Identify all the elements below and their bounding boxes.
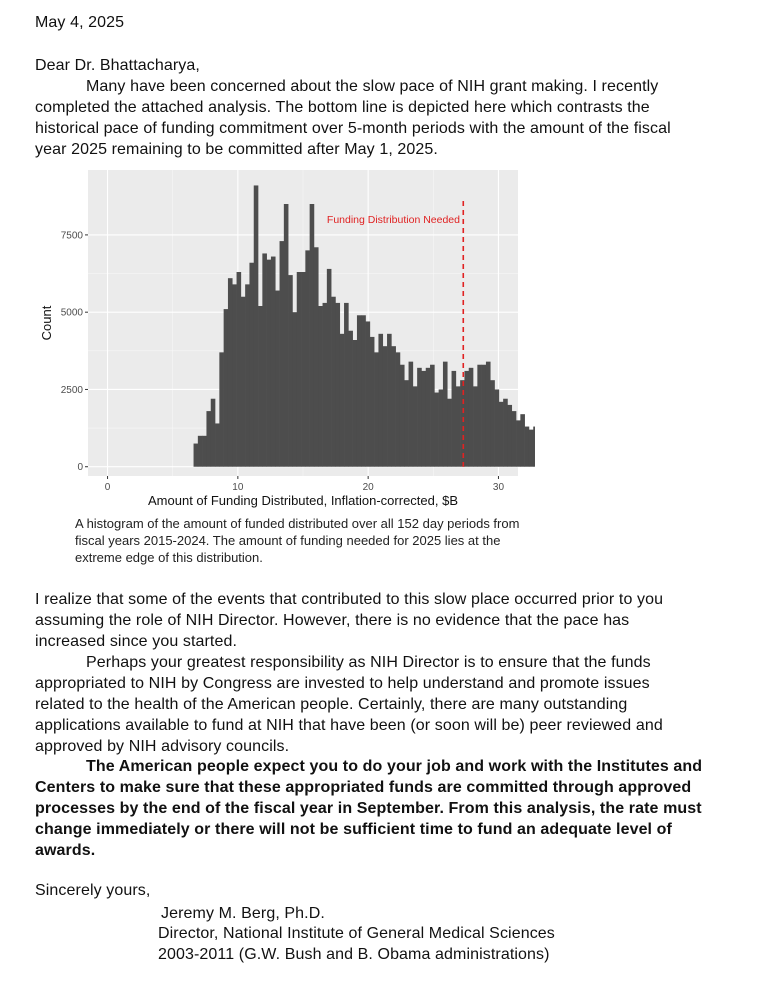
histogram-bar: [323, 303, 328, 467]
histogram-bar: [194, 444, 199, 467]
histogram-bar: [280, 241, 285, 467]
para2-line: increased since you started.: [35, 633, 238, 650]
x-tick-label: 20: [362, 482, 374, 493]
histogram-bar: [275, 291, 280, 467]
histogram-bar: [507, 405, 512, 467]
histogram-bar: [396, 352, 401, 466]
para4-line: awards.: [35, 842, 96, 859]
figure-caption-line: fiscal years 2015-2024. The amount of funding needed for 2025 lies at the: [75, 533, 501, 548]
histogram-bar: [310, 204, 315, 467]
histogram-bar: [469, 368, 474, 467]
histogram-bar: [520, 414, 525, 467]
histogram-bar: [211, 399, 216, 467]
x-tick-label: 10: [232, 482, 244, 493]
histogram-bar: [456, 386, 461, 466]
histogram-bar: [417, 368, 422, 467]
histogram-bar: [400, 365, 405, 467]
histogram-bar: [486, 362, 491, 467]
histogram-bar: [237, 272, 242, 467]
histogram-bar: [301, 272, 306, 467]
letter-date: May 4, 2025: [35, 14, 125, 31]
histogram-bar: [267, 260, 272, 467]
histogram-bar: [254, 185, 259, 466]
histogram-bar: [452, 371, 457, 467]
histogram-bar: [357, 315, 362, 466]
histogram-bar: [224, 309, 229, 467]
para3-line: Perhaps your greatest responsibility as NIH Director is to ensure that the funds: [86, 654, 651, 671]
x-axis-ticks: [105, 476, 505, 493]
histogram-bar: [288, 275, 293, 467]
para4-line: The American people expect you to do your job and work with the Institutes and: [86, 758, 703, 775]
signature-tenure: 2003-2011 (G.W. Bush and B. Obama administrations): [158, 946, 550, 963]
histogram-bar: [383, 346, 388, 467]
histogram-bar: [391, 346, 396, 467]
histogram-bar: [340, 334, 345, 467]
signature-name: Jeremy M. Berg, Ph.D.: [161, 905, 325, 922]
para1-line: Many have been concerned about the slow pace of NIH grant making. I recently: [86, 78, 659, 95]
histogram-bar: [271, 257, 276, 467]
histogram-bar: [374, 352, 379, 466]
histogram-bar: [434, 393, 439, 467]
x-tick-label: 0: [104, 482, 111, 493]
para4-line: change immediately or there will not be sufficient time to fund an adequate level of: [35, 821, 672, 838]
y-tick-label: 5000: [60, 307, 83, 319]
histogram-bar: [366, 321, 371, 466]
histogram-bar: [533, 427, 535, 467]
para2-line: I realize that some of the events that contributed to this slow place occurred prior to you: [35, 591, 664, 608]
funding-needed-label: Funding Distribution Needed: [326, 214, 460, 226]
histogram-bar: [421, 371, 426, 467]
para1-line: year 2025 remaining to be committed after May 1, 2025.: [35, 141, 438, 158]
histogram-bar: [245, 284, 250, 466]
histogram-bar: [331, 297, 336, 467]
histogram-bar: [525, 427, 530, 467]
y-tick-label: 7500: [60, 230, 83, 242]
histogram-bar: [426, 368, 431, 467]
para3-line: approved by NIH advisory councils.: [35, 738, 290, 755]
histogram-bar: [198, 436, 203, 467]
y-tick-label: 2500: [60, 384, 83, 396]
y-tick-label: 0: [77, 462, 83, 474]
para4-line: processes by the end of the fiscal year in September. From this analysis, the rate must: [35, 800, 702, 817]
histogram-bar: [297, 272, 302, 467]
histogram-bar: [439, 389, 444, 466]
histogram-bar: [327, 269, 332, 467]
histogram-bar: [215, 423, 220, 466]
para3-line: related to the health of the American people. Certainly, there are many outstanding: [35, 696, 628, 713]
histogram-bar: [464, 371, 469, 467]
histogram-bar: [387, 334, 392, 467]
figure-caption-line: extreme edge of this distribution.: [75, 550, 263, 565]
histogram-bar: [361, 315, 366, 466]
histogram-bar: [443, 362, 448, 467]
histogram-bar: [228, 278, 233, 467]
histogram-bar: [482, 365, 487, 467]
histogram-bar: [495, 389, 500, 466]
histogram-bar: [404, 380, 409, 467]
histogram-bar: [262, 253, 267, 466]
y-axis-ticks: [61, 230, 88, 473]
histogram-bar: [249, 263, 254, 467]
histogram-bar: [258, 306, 263, 467]
salutation: Dear Dr. Bhattacharya,: [35, 57, 200, 74]
para3-line: appropriated to NIH by Congress are invested to help understand and promote issues: [35, 675, 650, 692]
para1-line: completed the attached analysis. The bottom line is depicted here which contrasts the: [35, 99, 650, 116]
histogram-bar: [370, 337, 375, 467]
para4-line: Centers to make sure that these appropriated funds are committed through approved: [35, 779, 692, 796]
histogram-bar: [292, 312, 297, 467]
histogram-bar: [335, 303, 340, 467]
histogram-bar: [318, 306, 323, 467]
histogram-bar: [477, 365, 482, 467]
histogram-chart: [35, 163, 535, 508]
histogram-bar: [202, 436, 207, 467]
histogram-bar: [490, 380, 495, 467]
histogram-bar: [284, 204, 289, 467]
histogram-bar: [344, 303, 349, 467]
histogram-bar: [241, 297, 246, 467]
histogram-bar: [473, 386, 478, 466]
histogram-bar: [430, 365, 435, 467]
histogram-bar: [499, 402, 504, 467]
x-axis-label: Amount of Funding Distributed, Inflation-corrected, $B: [148, 493, 458, 508]
para1-line: historical pace of funding commitment over 5-month periods with the amount of the fiscal: [35, 120, 671, 137]
histogram-bar: [413, 386, 418, 466]
histogram-bar: [409, 362, 414, 467]
histogram-bar: [503, 399, 508, 467]
para2-line: assuming the role of NIH Director. However, there is no evidence that the pace has: [35, 612, 630, 629]
histogram-bar: [529, 430, 534, 467]
closing: Sincerely yours,: [35, 882, 151, 899]
histogram-bar: [512, 411, 517, 467]
x-tick-label: 30: [492, 482, 505, 493]
para3-line: applications available to fund at NIH that have been (or soon will be) peer reviewed and: [35, 717, 663, 734]
histogram-bar: [305, 250, 310, 466]
histogram-bar: [314, 247, 319, 466]
histogram-bar: [232, 284, 237, 466]
figure-caption-line: A histogram of the amount of funded distributed over all 152 day periods from: [75, 516, 520, 531]
histogram-bar: [516, 420, 521, 466]
histogram-bar: [378, 334, 383, 467]
histogram-bar: [447, 399, 452, 467]
histogram-bar: [206, 411, 211, 467]
histogram-bar: [219, 352, 224, 466]
histogram-bar: [353, 340, 358, 467]
signature-title: Director, National Institute of General Medical Sciences: [158, 925, 555, 942]
y-axis-label: Count: [39, 305, 54, 341]
histogram-bar: [348, 331, 353, 467]
